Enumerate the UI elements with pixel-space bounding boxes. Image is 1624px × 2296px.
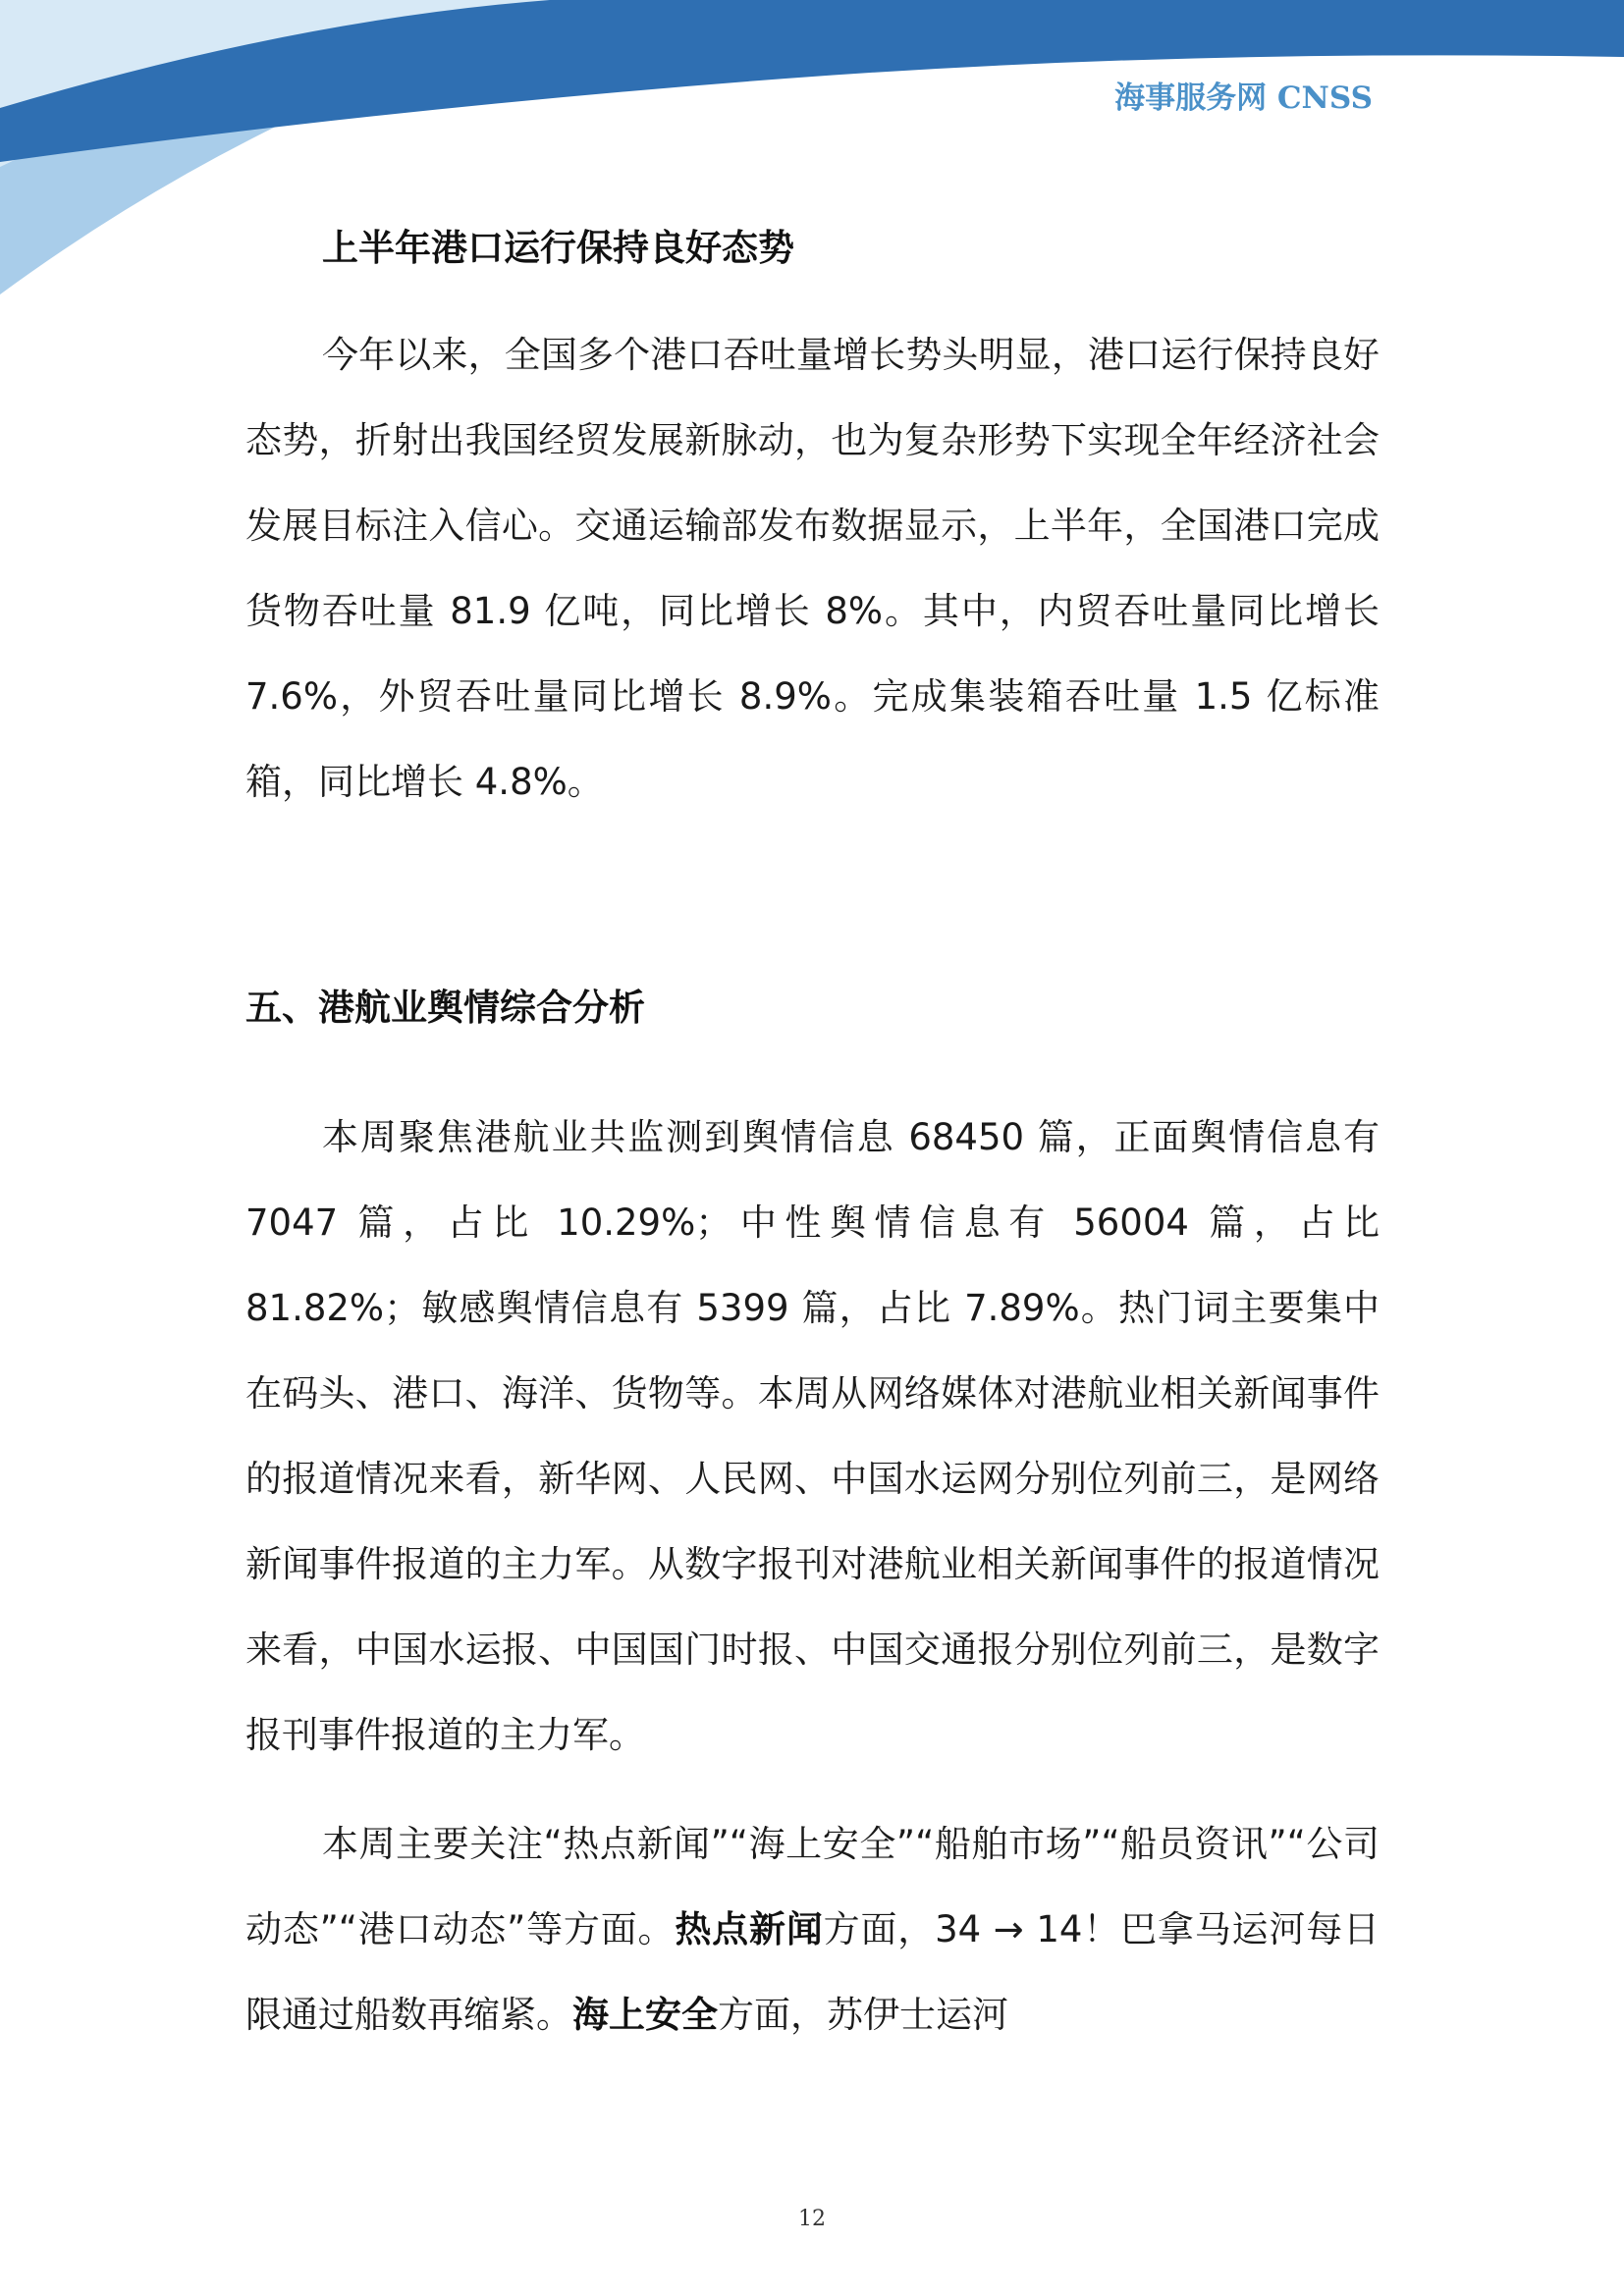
section-heading-port-operation: 上半年港口运行保持良好态势 (322, 227, 794, 269)
maritime-safety-text: 方面，苏伊士运河 (718, 1994, 1008, 2036)
weekly-focus-intro: 本周主要关注“热点新闻”“海上安全”“船舶市场”“船员资讯”“公司动态”“港口动态”等方面。 (245, 1823, 1380, 1950)
paragraph-sentiment-statistics: 本周聚焦港航业共监测到舆情信息 68450 篇，正面舆情信息有 7047 篇，占比 10.29%；中性舆情信息有 56004 篇，占比 81.82%；敏感舆情信息有 5399 篇，占比 7.89%。热门词主要集中在码头、港口、海洋、货物等。本周从网络媒体对港航业相关新闻事件的报道情况来看，新华网、人民网、中国水运网分别位列前三，是网络新闻事件报道的主力军。从数字报刊对港航业相关新闻事件的报道情况来看，中国水运报、中国国门时报、中国交通报分别位列前三，是数字报刊事件报道的主力军。 (245, 1116, 1380, 1756)
hot-news-text: 方面，34 → 14！巴拿马运河每日限通过船数再缩紧。 (245, 1908, 1380, 2036)
header-wave-graphic (0, 0, 1624, 314)
hot-news-label: 热点新闻 (675, 1908, 824, 1950)
maritime-safety-label: 海上安全 (572, 1994, 718, 2036)
page-number: 12 (798, 2207, 826, 2231)
paragraph-port-throughput: 今年以来，全国多个港口吞吐量增长势头明显，港口运行保持良好态势，折射出我国经贸发展新脉动，也为复杂形势下实现全年经济社会发展目标注入信心。交通运输部发布数据显示，上半年，全国港口完成货物吞吐量 81.9 亿吨，同比增长 8%。其中，内贸吞吐量同比增长 7.6%，外贸吞吐量同比增长 8.9%。完成集装箱吞吐量 1.5 亿标准箱，同比增长 4.8%。 (245, 334, 1380, 803)
paragraph-weekly-focus (245, 1801, 1380, 2057)
brand-title: 海事服务网 CNSS (1114, 80, 1373, 116)
section-heading-sentiment-analysis: 五、港航业舆情综合分析 (245, 987, 645, 1029)
